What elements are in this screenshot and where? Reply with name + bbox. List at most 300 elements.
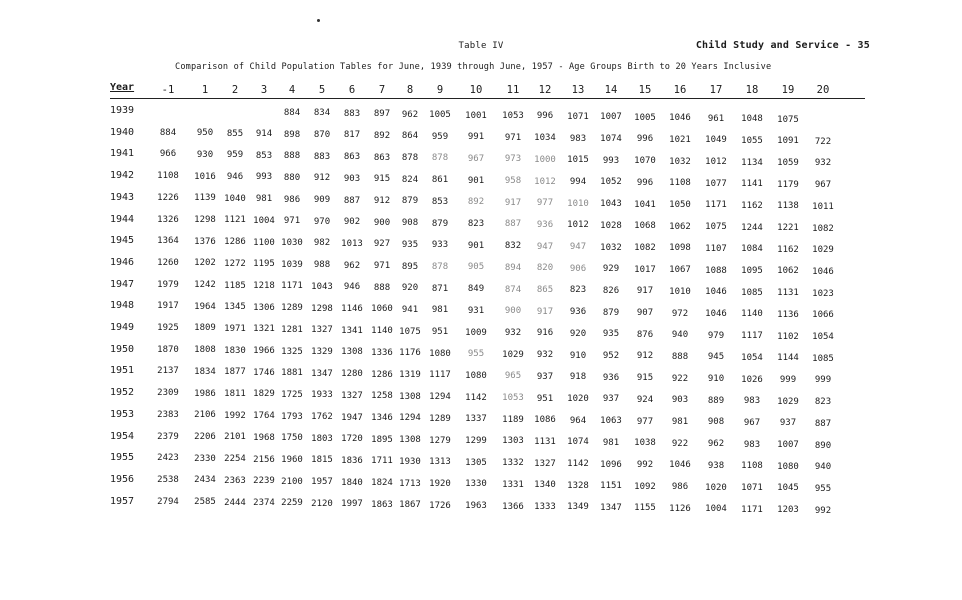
table-cell: 1840	[341, 477, 363, 488]
table-cell: 884	[159, 127, 177, 138]
table-cell: 1141	[741, 179, 763, 190]
table-cell: 1364	[157, 236, 179, 247]
table-cell: 982	[313, 238, 331, 249]
table-cell: 1299	[465, 436, 487, 446]
table-cell: 2259	[281, 498, 303, 509]
table-cell: 1202	[194, 258, 216, 269]
table-cell: 1313	[429, 457, 451, 468]
age-header-cell: 18	[745, 84, 759, 96]
table-cell: 1964	[194, 301, 216, 312]
table-cell: 907	[636, 308, 654, 319]
table-cell: 1171	[741, 504, 763, 515]
table-cell: 1140	[371, 326, 393, 337]
table-cell: 917	[536, 306, 554, 317]
table-cell: 1068	[634, 221, 656, 232]
table-cell: 1809	[194, 323, 216, 334]
table-cell: 865	[536, 285, 554, 295]
table-cell: 1321	[253, 324, 275, 335]
table-cell: 950	[196, 128, 214, 139]
table-cell: 929	[602, 264, 620, 275]
table-cell: 945	[707, 352, 725, 363]
table-cell: 1144	[777, 353, 799, 364]
table-cell: 1040	[224, 193, 246, 204]
table-cell: 912	[636, 351, 654, 362]
table-cell: 955	[467, 349, 485, 360]
table-cell: 1046	[669, 460, 691, 471]
table-cell: 992	[636, 459, 654, 470]
table-cell: 1126	[669, 503, 691, 514]
table-cell: 1179	[777, 179, 799, 190]
table-cell: 823	[467, 219, 485, 229]
table-cell: 1053	[502, 110, 524, 121]
table-cell: 1007	[777, 440, 799, 451]
table-cell: 915	[373, 174, 391, 185]
table-cell: 874	[504, 284, 522, 295]
age-header-cell: 10	[469, 84, 483, 96]
table-cell: 1085	[812, 353, 834, 364]
table-cell: 967	[814, 180, 832, 191]
table-cell: 1041	[634, 199, 656, 210]
table-cell: 1815	[311, 455, 333, 466]
row-year: 1946	[110, 256, 135, 268]
table-cell: 1067	[669, 265, 691, 276]
table-cell: 1046	[669, 113, 691, 124]
table-cell: 922	[671, 373, 689, 384]
table-cell: 1319	[399, 370, 421, 380]
table-cell: 915	[636, 373, 654, 384]
table-cell: 887	[814, 418, 832, 429]
table-cell: 1020	[705, 482, 727, 493]
table-cell: 1272	[224, 258, 246, 269]
table-cell: 1286	[224, 237, 246, 248]
table-cell: 888	[283, 151, 301, 162]
table-cell: 1138	[777, 201, 799, 212]
table-title: Comparison of Child Population Tables for June, 1939 through June, 1957 - Age Groups Birth to 20 Years Inclusive	[175, 62, 772, 72]
table-cell: 824	[401, 174, 419, 185]
table-cell: 1005	[429, 110, 451, 121]
table-cell: 1347	[600, 502, 622, 513]
table-cell: 2794	[157, 496, 179, 507]
table-cell: 1260	[157, 257, 179, 268]
table-cell: 1063	[600, 416, 622, 427]
table-cell: 932	[814, 158, 832, 169]
table-cell: 1176	[399, 348, 421, 359]
age-header-cell: 12	[538, 84, 552, 96]
age-header-cell: 1	[201, 84, 209, 96]
age-header-cell: 6	[348, 84, 356, 96]
table-cell: 1074	[567, 437, 589, 448]
table-cell: 1049	[705, 135, 727, 146]
table-cell: 1100	[253, 237, 275, 248]
table-cell: 1054	[812, 332, 834, 342]
table-cell: 888	[373, 282, 391, 293]
table-cell: 890	[814, 440, 832, 451]
row-year: 1948	[110, 300, 135, 312]
table-cell: 905	[467, 262, 485, 273]
table-cell: 1349	[567, 502, 589, 513]
table-cell: 1098	[669, 243, 691, 254]
table-cell: 1030	[281, 238, 303, 248]
table-cell: 947	[536, 241, 554, 252]
table-cell: 1108	[669, 178, 691, 189]
table-cell: 973	[504, 154, 522, 165]
table-cell: 901	[467, 240, 485, 251]
table-cell: 1136	[777, 309, 799, 320]
table-cell: 917	[504, 197, 522, 208]
table-cell: 924	[636, 394, 654, 405]
table-cell: 1029	[777, 396, 799, 407]
table-cell: 855	[226, 128, 244, 139]
table-cell: 2585	[194, 497, 216, 508]
table-cell: 863	[373, 152, 391, 163]
age-header-cell: 2	[231, 84, 239, 96]
table-cell: 900	[373, 217, 391, 228]
table-cell: 909	[313, 195, 331, 206]
table-cell: 1146	[341, 304, 363, 314]
table-cell: 883	[313, 151, 331, 162]
age-header-cell: 3	[260, 84, 268, 96]
table-cell: 930	[196, 149, 214, 160]
table-cell: 1877	[224, 367, 246, 378]
table-cell: 2330	[194, 453, 216, 464]
table-cell: 876	[636, 329, 654, 340]
table-cell: 1162	[741, 200, 763, 211]
table-cell: 1162	[777, 244, 799, 255]
table-cell: 910	[707, 374, 725, 385]
table-cell: 1015	[567, 155, 589, 166]
table-cell: 996	[636, 134, 654, 145]
table-cell: 1340	[534, 480, 556, 491]
table-cell: 1075	[705, 222, 727, 233]
table-cell: 965	[504, 371, 522, 382]
table-cell: 1917	[157, 301, 179, 312]
table-cell: 1053	[502, 393, 524, 404]
row-year: 1956	[110, 473, 135, 485]
table-cell: 1979	[157, 279, 179, 290]
table-cell: 2206	[194, 431, 216, 442]
table-cell: 902	[343, 217, 361, 228]
table-cell: 2374	[253, 497, 275, 508]
table-cell: 1011	[812, 201, 834, 212]
table-cell: 2239	[253, 476, 275, 487]
table-cell: 940	[814, 462, 832, 473]
table-cell: 1957	[311, 477, 333, 488]
table-cell: 1992	[224, 410, 246, 421]
table-cell: 986	[671, 482, 689, 493]
running-head: Child Study and Service - 35	[695, 40, 870, 51]
table-cell: 1713	[399, 478, 421, 489]
table-cell: 971	[504, 132, 522, 143]
table-cell: 1043	[600, 199, 622, 210]
table-cell: 937	[779, 418, 797, 429]
table-cell: 908	[707, 417, 725, 428]
table-cell: 2423	[157, 453, 179, 464]
ink-speck	[317, 19, 320, 22]
table-cell: 1092	[634, 481, 656, 492]
table-cell: 1059	[777, 157, 799, 168]
table-cell: 1039	[281, 259, 303, 270]
table-cell: 853	[255, 150, 273, 161]
table-cell: 883	[343, 108, 361, 119]
table-cell: 1091	[777, 136, 799, 147]
table-cell: 1195	[253, 259, 275, 270]
table-cell: 1048	[741, 114, 763, 125]
table-cell: 955	[814, 483, 832, 494]
table-cell: 1971	[224, 323, 246, 334]
table-cell: 1001	[465, 110, 487, 121]
table-cell: 1142	[567, 459, 589, 470]
table-cell: 1029	[502, 349, 524, 360]
table-cell: 1793	[281, 411, 303, 422]
table-cell: 1997	[341, 499, 363, 510]
table-cell: 1341	[341, 325, 363, 336]
table-cell: 1134	[741, 157, 763, 168]
table-cell: 1258	[371, 391, 393, 402]
table-cell: 2538	[157, 474, 179, 485]
table-cell: 1325	[281, 346, 303, 357]
table-cell: 1711	[371, 456, 393, 467]
table-cell: 1203	[777, 505, 799, 516]
table-cell: 1108	[741, 461, 763, 472]
table-cell: 2444	[224, 497, 246, 508]
table-cell: 981	[602, 437, 620, 448]
table-cell: 993	[255, 172, 273, 183]
table-cell: 1102	[777, 331, 799, 342]
table-cell: 988	[313, 260, 331, 271]
table-cell: 888	[671, 351, 689, 362]
table-cell: 898	[283, 129, 301, 140]
table-cell: 1327	[311, 325, 333, 336]
table-cell: 1968	[253, 432, 275, 443]
table-cell: 1746	[253, 367, 275, 378]
table-cell: 977	[536, 198, 554, 209]
table-cell: 900	[504, 306, 522, 317]
table-cell: 1046	[705, 308, 727, 319]
table-cell: 906	[569, 263, 587, 274]
table-cell: 1376	[194, 236, 216, 247]
table-cell: 1920	[429, 478, 451, 489]
row-year: 1953	[110, 408, 135, 420]
table-cell: 1155	[634, 503, 656, 514]
table-cell: 1327	[534, 458, 556, 469]
age-header-cell: 9	[436, 84, 444, 96]
table-cell: 1298	[311, 303, 333, 314]
table-cell: 983	[569, 133, 587, 144]
table-cell: 817	[343, 130, 361, 141]
table-cell: 1242	[194, 280, 216, 291]
table-cell: 1279	[429, 435, 451, 446]
table-cell: 936	[602, 372, 620, 383]
table-cell: 932	[504, 327, 522, 338]
table-cell: 951	[536, 393, 554, 404]
table-cell: 1075	[399, 326, 421, 337]
table-cell: 879	[431, 218, 449, 229]
table-cell: 870	[313, 129, 331, 140]
table-cell: 914	[255, 129, 273, 140]
table-cell: 1021	[669, 134, 691, 145]
table-cell: 918	[569, 372, 587, 383]
table-cell: 962	[343, 260, 361, 271]
table-cell: 1032	[669, 156, 691, 167]
table-cell: 1337	[465, 414, 487, 425]
table-cell: 977	[636, 416, 654, 427]
age-header-cell: 15	[638, 84, 652, 96]
table-cell: 935	[602, 329, 620, 340]
table-cell: 1171	[705, 200, 727, 211]
table-cell: 1960	[281, 455, 303, 465]
table-cell: 937	[536, 371, 554, 382]
row-year: 1942	[110, 170, 135, 182]
table-cell: 1298	[194, 214, 216, 225]
table-cell: 931	[467, 305, 485, 316]
age-header-cell: 13	[571, 84, 585, 96]
table-cell: 1347	[311, 368, 333, 379]
table-cell: 1026	[741, 374, 763, 385]
table-cell: 1281	[281, 324, 303, 335]
table-cell: 1139	[194, 193, 216, 204]
table-cell: 1346	[371, 412, 393, 423]
table-cell: 1052	[600, 177, 622, 188]
age-header-cell: 4	[288, 84, 296, 96]
table-cell: 1327	[341, 390, 363, 401]
table-cell: 2100	[281, 476, 303, 487]
table-cell: 2434	[194, 475, 216, 486]
table-cell: 894	[504, 262, 522, 273]
table-cell: 1226	[157, 192, 179, 203]
table-cell: 1016	[194, 171, 216, 182]
age-header-cell: 16	[673, 84, 687, 96]
age-header-cell: 19	[781, 84, 795, 96]
table-cell: 1830	[224, 345, 246, 356]
age-header-cell: 5	[318, 84, 326, 96]
table-cell: 927	[373, 239, 391, 250]
table-cell: 1012	[705, 157, 727, 168]
table-cell: 834	[313, 108, 331, 119]
table-cell: 970	[313, 216, 331, 227]
table-cell: 1086	[534, 415, 556, 426]
table-cell: 993	[602, 155, 620, 166]
table-cell: 1863	[371, 499, 393, 510]
age-header-cell: 7	[378, 84, 386, 96]
table-cell: 912	[373, 195, 391, 206]
row-year: 1939	[110, 105, 135, 116]
table-cell: 887	[343, 195, 361, 206]
table-cell: 936	[569, 307, 587, 318]
table-cell: 1004	[705, 504, 727, 515]
table-cell: 1366	[502, 501, 524, 512]
table-cell: 892	[467, 197, 485, 208]
table-cell: 1034	[534, 133, 556, 144]
age-header-cell: 11	[506, 84, 520, 96]
table-cell: 1070	[634, 156, 656, 167]
header-rule	[110, 98, 865, 99]
table-cell: 991	[467, 132, 485, 143]
table-cell: 1933	[311, 390, 333, 401]
row-year: 1957	[110, 495, 135, 507]
table-cell: 2309	[157, 388, 179, 399]
table-cell: 971	[373, 261, 391, 272]
table-cell: 887	[504, 219, 522, 230]
table-cell: 903	[343, 173, 361, 184]
table-cell: 892	[373, 130, 391, 141]
table-cell: 1811	[224, 389, 246, 399]
table-cell: 917	[636, 286, 654, 297]
table-cell: 1329	[311, 346, 333, 357]
table-cell: 916	[536, 328, 554, 339]
table-cell: 1032	[600, 242, 622, 253]
table-cell: 1121	[224, 215, 246, 226]
table-cell: 971	[283, 216, 301, 227]
table-cell: 1925	[157, 323, 179, 333]
table-cell: 879	[401, 196, 419, 207]
table-cell: 935	[401, 239, 419, 250]
table-cell: 933	[431, 240, 449, 251]
table-cell: 1050	[669, 200, 691, 210]
table-cell: 1028	[600, 220, 622, 231]
table-cell: 1095	[741, 266, 763, 276]
table-cell: 1824	[371, 478, 393, 489]
table-cell: 1046	[812, 266, 834, 277]
table-number: Table IV	[458, 41, 504, 51]
table-cell: 966	[159, 149, 177, 160]
table-cell: 1062	[777, 266, 799, 277]
table-cell: 889	[707, 395, 725, 406]
table-cell: 1289	[281, 303, 303, 314]
row-year: 1947	[110, 278, 135, 290]
table-cell: 2101	[224, 432, 246, 443]
table-cell: 983	[743, 439, 761, 450]
table-cell: 1096	[600, 459, 622, 470]
table-cell: 996	[536, 111, 554, 122]
table-cell: 941	[401, 304, 419, 315]
table-cell: 1836	[341, 455, 363, 466]
table-cell: 1829	[253, 389, 275, 400]
table-cell: 884	[283, 107, 301, 118]
table-cell: 1055	[741, 135, 763, 146]
table-cell: 994	[569, 176, 587, 187]
table-cell: 999	[779, 374, 797, 385]
table-cell: 996	[636, 177, 654, 188]
table-cell: 1305	[465, 457, 487, 468]
table-cell: 1294	[399, 413, 421, 424]
table-cell: 820	[536, 263, 554, 274]
table-cell: 946	[343, 282, 361, 293]
table-cell: 826	[602, 285, 620, 296]
table-cell: 1082	[634, 242, 656, 253]
table-cell: 823	[814, 397, 832, 408]
table-cell: 938	[707, 460, 725, 471]
row-year: 1954	[110, 430, 135, 442]
table-cell: 967	[743, 417, 761, 428]
table-cell: 1966	[253, 346, 275, 357]
table-cell: 1010	[567, 198, 589, 209]
table-cell: 962	[401, 109, 419, 120]
table-cell: 951	[431, 327, 449, 338]
table-cell: 1218	[253, 280, 275, 291]
table-cell: 961	[707, 113, 725, 124]
table-cell: 1328	[567, 480, 589, 491]
table-cell: 1867	[399, 500, 421, 511]
table-cell: 1038	[634, 438, 656, 449]
table-cell: 1947	[341, 412, 363, 423]
table-cell: 1023	[812, 288, 834, 299]
table-cell: 1151	[600, 481, 622, 492]
table-cell: 1062	[669, 221, 691, 232]
table-cell: 1000	[534, 154, 556, 165]
table-cell: 1750	[281, 433, 303, 444]
row-year: 1952	[110, 387, 135, 399]
table-cell: 1930	[399, 456, 421, 467]
